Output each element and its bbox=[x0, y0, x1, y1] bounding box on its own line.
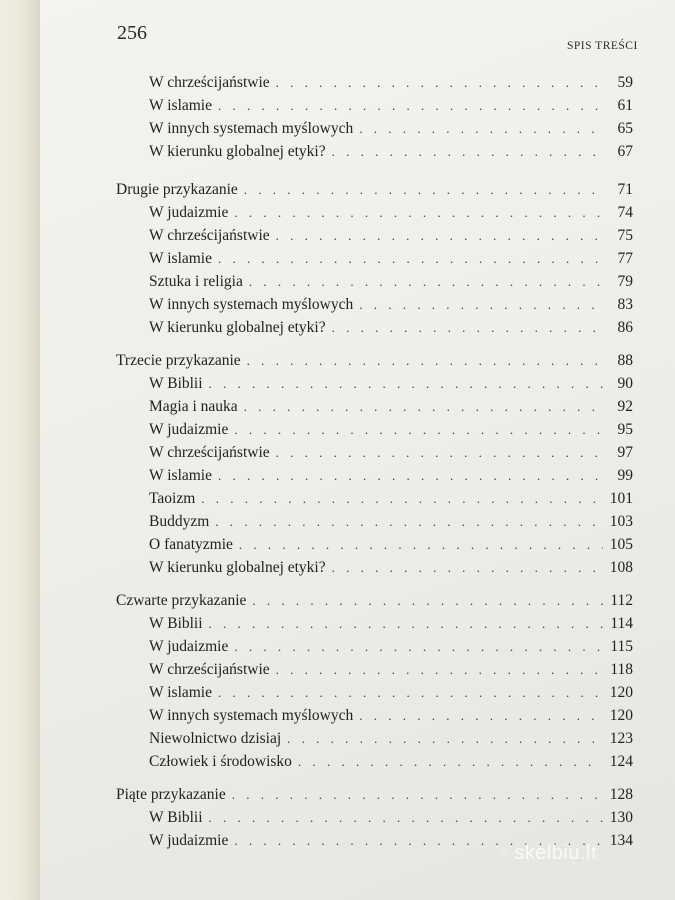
dot-leader bbox=[359, 706, 603, 726]
toc-page-number: 95 bbox=[617, 421, 633, 438]
toc-section-entry bbox=[149, 637, 633, 657]
dot-leader bbox=[247, 351, 603, 371]
toc-page-number: 118 bbox=[610, 661, 633, 678]
dot-leader bbox=[201, 489, 603, 509]
toc-page-number: 71 bbox=[617, 181, 633, 198]
toc-section-entry bbox=[149, 318, 633, 338]
toc-entry-title: W islamie bbox=[149, 250, 212, 267]
toc-section-entry bbox=[149, 558, 633, 578]
dot-leader bbox=[332, 558, 603, 578]
toc-page-number: 79 bbox=[617, 273, 633, 290]
toc-entry-title: W kierunku globalnej etyki? bbox=[149, 319, 326, 336]
toc-entry-title: W islamie bbox=[149, 97, 212, 114]
toc-entry-title: Taoizm bbox=[149, 490, 196, 507]
toc-entry-title: Sztuka i religia bbox=[149, 273, 243, 290]
dot-leader bbox=[276, 73, 603, 93]
dot-leader bbox=[209, 374, 603, 394]
toc-entry-title: Trzecie przykazanie bbox=[116, 352, 241, 369]
toc-section-entry bbox=[149, 443, 633, 463]
toc-entry-title: W innych systemach myślowych bbox=[149, 707, 354, 724]
dot-leader bbox=[332, 142, 603, 162]
watermark-dots-icon: ⁙ bbox=[498, 845, 511, 862]
toc-section-entry bbox=[149, 73, 633, 93]
toc-page-number: 99 bbox=[617, 467, 633, 484]
toc-entry-title: W judaizmie bbox=[149, 204, 229, 221]
dot-leader bbox=[252, 591, 603, 611]
toc-entry-title: Magia i nauka bbox=[149, 398, 238, 415]
toc-page-number: 75 bbox=[617, 227, 633, 244]
toc-entry-title: Piąte przykazanie bbox=[116, 786, 226, 803]
toc-section-entry bbox=[149, 706, 633, 726]
toc-page-number: 59 bbox=[617, 74, 633, 91]
toc-section-entry bbox=[149, 420, 633, 440]
toc-page-number: 120 bbox=[609, 707, 633, 724]
toc-entry-title: W chrześcijaństwie bbox=[149, 444, 270, 461]
page-number: 256 bbox=[117, 22, 147, 44]
toc-entry-title: W chrześcijaństwie bbox=[149, 227, 270, 244]
toc-entry-title: W Biblii bbox=[149, 809, 203, 826]
toc-section-entry bbox=[149, 512, 633, 532]
dot-leader bbox=[359, 119, 603, 139]
toc-entry-title: Człowiek i środowisko bbox=[149, 753, 292, 770]
toc-chapter-entry bbox=[116, 785, 633, 805]
toc-entry-title: W kierunku globalnej etyki? bbox=[149, 143, 326, 160]
toc-page-number: 90 bbox=[617, 375, 633, 392]
toc-entry-title: O fanatyzmie bbox=[149, 536, 233, 553]
toc-section-entry bbox=[149, 466, 633, 486]
toc-entry-title: W innych systemach myślowych bbox=[149, 120, 354, 137]
toc-entry-title: W Biblii bbox=[149, 375, 203, 392]
dot-leader bbox=[244, 397, 603, 417]
toc-page-number: 97 bbox=[617, 444, 633, 461]
toc-page-number: 74 bbox=[617, 204, 633, 221]
dot-leader bbox=[218, 683, 603, 703]
toc-section-entry bbox=[149, 489, 633, 509]
toc-page-number: 67 bbox=[617, 143, 633, 160]
toc-entry-title: Buddyzm bbox=[149, 513, 210, 530]
toc-entry-title: W judaizmie bbox=[149, 832, 229, 849]
dot-leader bbox=[298, 752, 603, 772]
toc-section-entry bbox=[149, 96, 633, 116]
dot-leader bbox=[276, 443, 603, 463]
toc-section-entry bbox=[149, 683, 633, 703]
toc-section-entry bbox=[149, 729, 633, 749]
dot-leader bbox=[218, 249, 603, 269]
toc-entry-title: W innych systemach myślowych bbox=[149, 296, 354, 313]
toc-entry-title: W judaizmie bbox=[149, 421, 229, 438]
toc-page-number: 115 bbox=[610, 638, 633, 655]
toc-page-number: 134 bbox=[609, 832, 633, 849]
toc-chapter-entry bbox=[116, 351, 633, 371]
toc-page-number: 103 bbox=[609, 513, 633, 530]
dot-leader bbox=[209, 614, 603, 634]
toc-entry-title: Drugie przykazanie bbox=[116, 181, 238, 198]
toc-page-number: 77 bbox=[617, 250, 633, 267]
toc-section-entry bbox=[149, 535, 633, 555]
toc-page-number: 114 bbox=[610, 615, 633, 632]
toc-page-number: 92 bbox=[617, 398, 633, 415]
toc-section-entry bbox=[149, 374, 633, 394]
watermark bbox=[498, 842, 597, 865]
toc-page-number: 112 bbox=[610, 592, 633, 609]
dot-leader bbox=[234, 203, 603, 223]
watermark-text: skelbiu.lt bbox=[514, 842, 598, 864]
toc-chapter-entry bbox=[116, 180, 633, 200]
toc-page-number: 101 bbox=[609, 490, 633, 507]
dot-leader bbox=[218, 466, 603, 486]
toc-entry-title: W kierunku globalnej etyki? bbox=[149, 559, 326, 576]
dot-leader bbox=[332, 318, 603, 338]
toc-section-entry bbox=[149, 272, 633, 292]
toc-section-entry bbox=[149, 295, 633, 315]
toc-chapter-entry bbox=[116, 591, 633, 611]
toc-page-number: 123 bbox=[609, 730, 633, 747]
toc-page-number: 124 bbox=[609, 753, 633, 770]
dot-leader bbox=[287, 729, 603, 749]
toc-entry-title: Niewolnictwo dzisiaj bbox=[149, 730, 282, 747]
toc-entry-title: W Biblii bbox=[149, 615, 203, 632]
running-head: SPIS TREŚCI bbox=[567, 40, 638, 52]
dot-leader bbox=[209, 808, 603, 828]
toc-page-number: 130 bbox=[609, 809, 633, 826]
toc-page-number: 65 bbox=[617, 120, 633, 137]
dot-leader bbox=[244, 180, 603, 200]
dot-leader bbox=[218, 96, 603, 116]
toc-entry-title: Czwarte przykazanie bbox=[116, 592, 247, 609]
toc-entry-title: W chrześcijaństwie bbox=[149, 661, 270, 678]
toc-page-number: 108 bbox=[609, 559, 633, 576]
dot-leader bbox=[215, 512, 603, 532]
dot-leader bbox=[239, 535, 603, 555]
dot-leader bbox=[359, 295, 603, 315]
toc-entry-title: W chrześcijaństwie bbox=[149, 74, 270, 91]
toc-section-entry bbox=[149, 752, 633, 772]
toc-section-entry bbox=[149, 397, 633, 417]
toc-page-number: 120 bbox=[609, 684, 633, 701]
toc-section-entry bbox=[149, 119, 633, 139]
dot-leader bbox=[234, 637, 603, 657]
toc-section-entry bbox=[149, 660, 633, 680]
toc-page-number: 105 bbox=[609, 536, 633, 553]
toc-page-number: 61 bbox=[617, 97, 633, 114]
dot-leader bbox=[232, 785, 603, 805]
dot-leader bbox=[234, 420, 603, 440]
dot-leader bbox=[276, 660, 603, 680]
dot-leader bbox=[276, 226, 603, 246]
toc-page-number: 88 bbox=[617, 352, 633, 369]
toc-entry-title: W judaizmie bbox=[149, 638, 229, 655]
toc-entry-title: W islamie bbox=[149, 684, 212, 701]
toc-section-entry bbox=[149, 249, 633, 269]
toc-entry-title: W islamie bbox=[149, 467, 212, 484]
toc-page-number: 83 bbox=[617, 296, 633, 313]
toc-page-number: 86 bbox=[617, 319, 633, 336]
toc-page-number: 128 bbox=[609, 786, 633, 803]
toc-section-entry bbox=[149, 614, 633, 634]
toc-section-entry bbox=[149, 203, 633, 223]
dot-leader bbox=[249, 272, 603, 292]
toc-section-entry bbox=[149, 142, 633, 162]
toc-section-entry bbox=[149, 808, 633, 828]
toc-section-entry bbox=[149, 226, 633, 246]
